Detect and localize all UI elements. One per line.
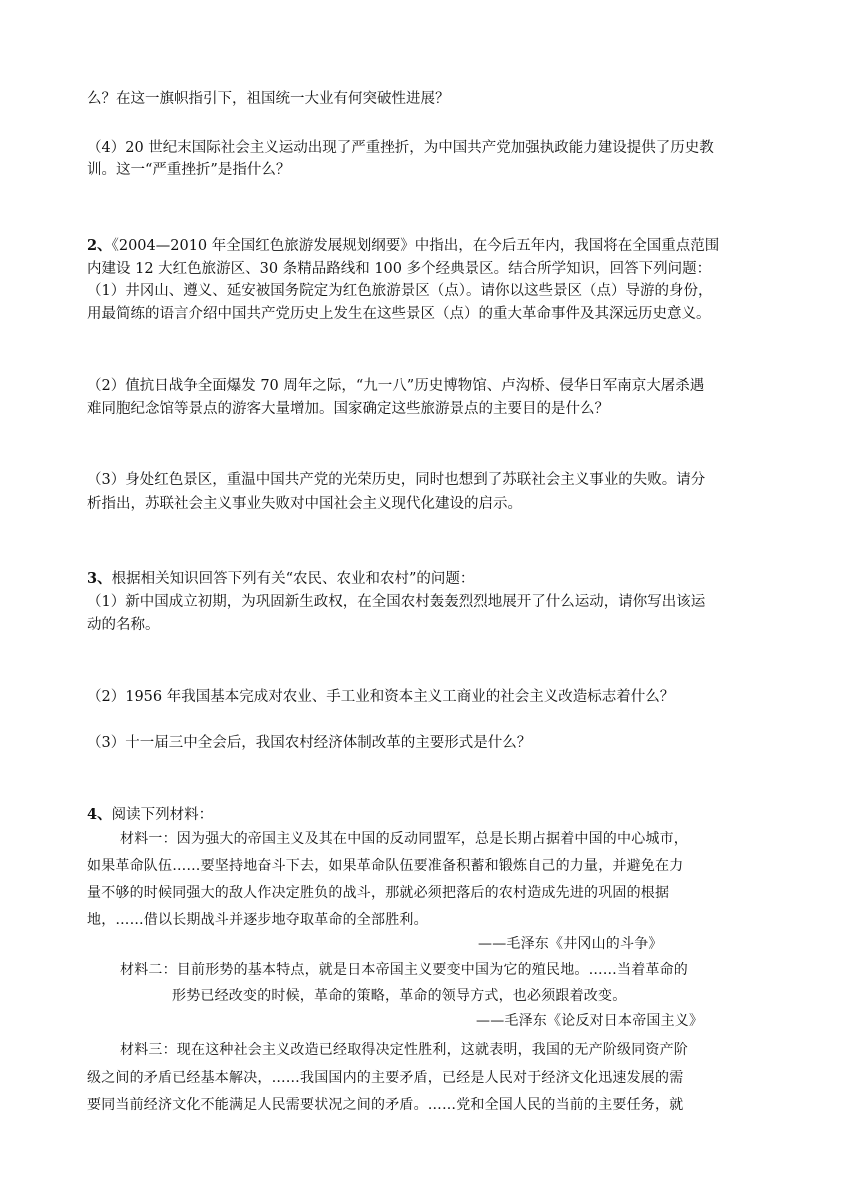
material3-line1: 材料三：现在这种社会主义改造已经取得决定性胜利，这就表明，我国的无产阶级同资产阶 <box>120 1042 688 1058</box>
q3-sub3: （3）十一届三中全会后，我国农村经济体制改革的主要形式是什么？ <box>87 735 532 751</box>
material3-line2: 级之间的矛盾已经基本解决，……我国国内的主要矛盾，已经是人民对于经济文化迅速发展的需 <box>87 1070 684 1086</box>
material1-line3: 量不够的时候同强大的敌人作决定胜负的战斗，那就必须把落后的农村造成先进的巩固的根据 <box>87 885 670 901</box>
q4-line1: 阅读下列材料： <box>111 807 214 823</box>
q1-tail-line: 么？在这一旗帜指引下，祖国统一大业有何突破性进展？ <box>87 91 450 107</box>
q2-line1: 《2004—2010 年全国红色旅游发展规划纲要》中指出，在今后五年内，我国将在全国重点范围 <box>111 238 720 254</box>
material1-line2: 如果革命队伍……要坚持地奋斗下去，如果革命队伍要准备积蓄和锻炼自己的力量，并避免在力 <box>87 858 684 874</box>
q3-number: 3、 <box>87 570 112 587</box>
material1-line1: 材料一：因为强大的帝国主义及其在中国的反动同盟军，总是长期占据着中国的中心城市， <box>120 831 688 847</box>
q4-heading <box>87 805 213 825</box>
q3-heading <box>87 569 474 589</box>
q3-sub2: （2）1956 年我国基本完成对农业、手工业和资本主义工商业的社会主义改造标志着什么？ <box>87 689 675 705</box>
material2-source: ——毛泽东《论反对日本帝国主义》 <box>476 1013 704 1029</box>
material3-line3: 要同当前经济文化不能满足人民需要状况之间的矛盾。……党和全国人民的当前的主要任务，就 <box>87 1097 684 1113</box>
q1-sub4-line2: 训。这一“严重挫折”是指什么？ <box>87 162 291 178</box>
material2-line2: 形势已经改变的时候，革命的策略，革命的领导方式，也必须跟着改变。 <box>172 988 627 1004</box>
q2-sub1-line1: （1）井冈山、遵义、延安被国务院定为红色旅游景区（点）。请你以这些景区（点）导游的身份， <box>87 283 713 299</box>
q2-line2: 内建设 12 大红色旅游区、30 条精品路线和 100 多个经典景区。结合所学知识，回答下列问题： <box>87 261 712 277</box>
q2-sub2-line1: （2）值抗日战争全面爆发 70 周年之际，“九一八”历史博物馆、卢沟桥、侵华日军南京大屠杀遇 <box>87 378 705 394</box>
q2-sub3-line1: （3）身处红色景区，重温中国共产党的光荣历史，同时也想到了苏联社会主义事业的失败。请分 <box>87 472 706 488</box>
q1-sub4-line1: （4）20 世纪末国际社会主义运动出现了严重挫折，为中国共产党加强执政能力建设提供了历史教 <box>87 140 714 156</box>
material1-source: ——毛泽东《井冈山的斗争》 <box>478 936 663 952</box>
q4-number: 4、 <box>87 806 112 823</box>
q2-sub2-line2: 难同胞纪念馆等景点的游客大量增加。国家确定这些旅游景点的主要目的是什么？ <box>87 401 609 417</box>
material1-line4: 地，……借以长期战斗并逐步地夺取革命的全部胜利。 <box>87 912 428 928</box>
q3-sub1-line2: 动的名称。 <box>87 617 160 633</box>
q2-sub1-line2: 用最简练的语言介绍中国共产党历史上发生在这些景区（点）的重大革命事件及其深远历史意义。 <box>87 306 711 322</box>
material2-line1: 材料二：目前形势的基本特点，就是日本帝国主义要变中国为它的殖民地。……当着革命的 <box>120 962 688 978</box>
q3-line1: 根据相关知识回答下列有关“农民、农业和农村”的问题： <box>111 571 475 587</box>
q2-number: 2、 <box>87 237 112 254</box>
q2-sub3-line2: 析指出，苏联社会主义事业失败对中国社会主义现代化建设的启示。 <box>87 496 522 512</box>
q3-sub1-line1: （1）新中国成立初期，为巩固新生政权，在全国农村轰轰烈烈地展开了什么运动，请你写出该运 <box>87 594 706 610</box>
q2-heading <box>87 236 719 256</box>
